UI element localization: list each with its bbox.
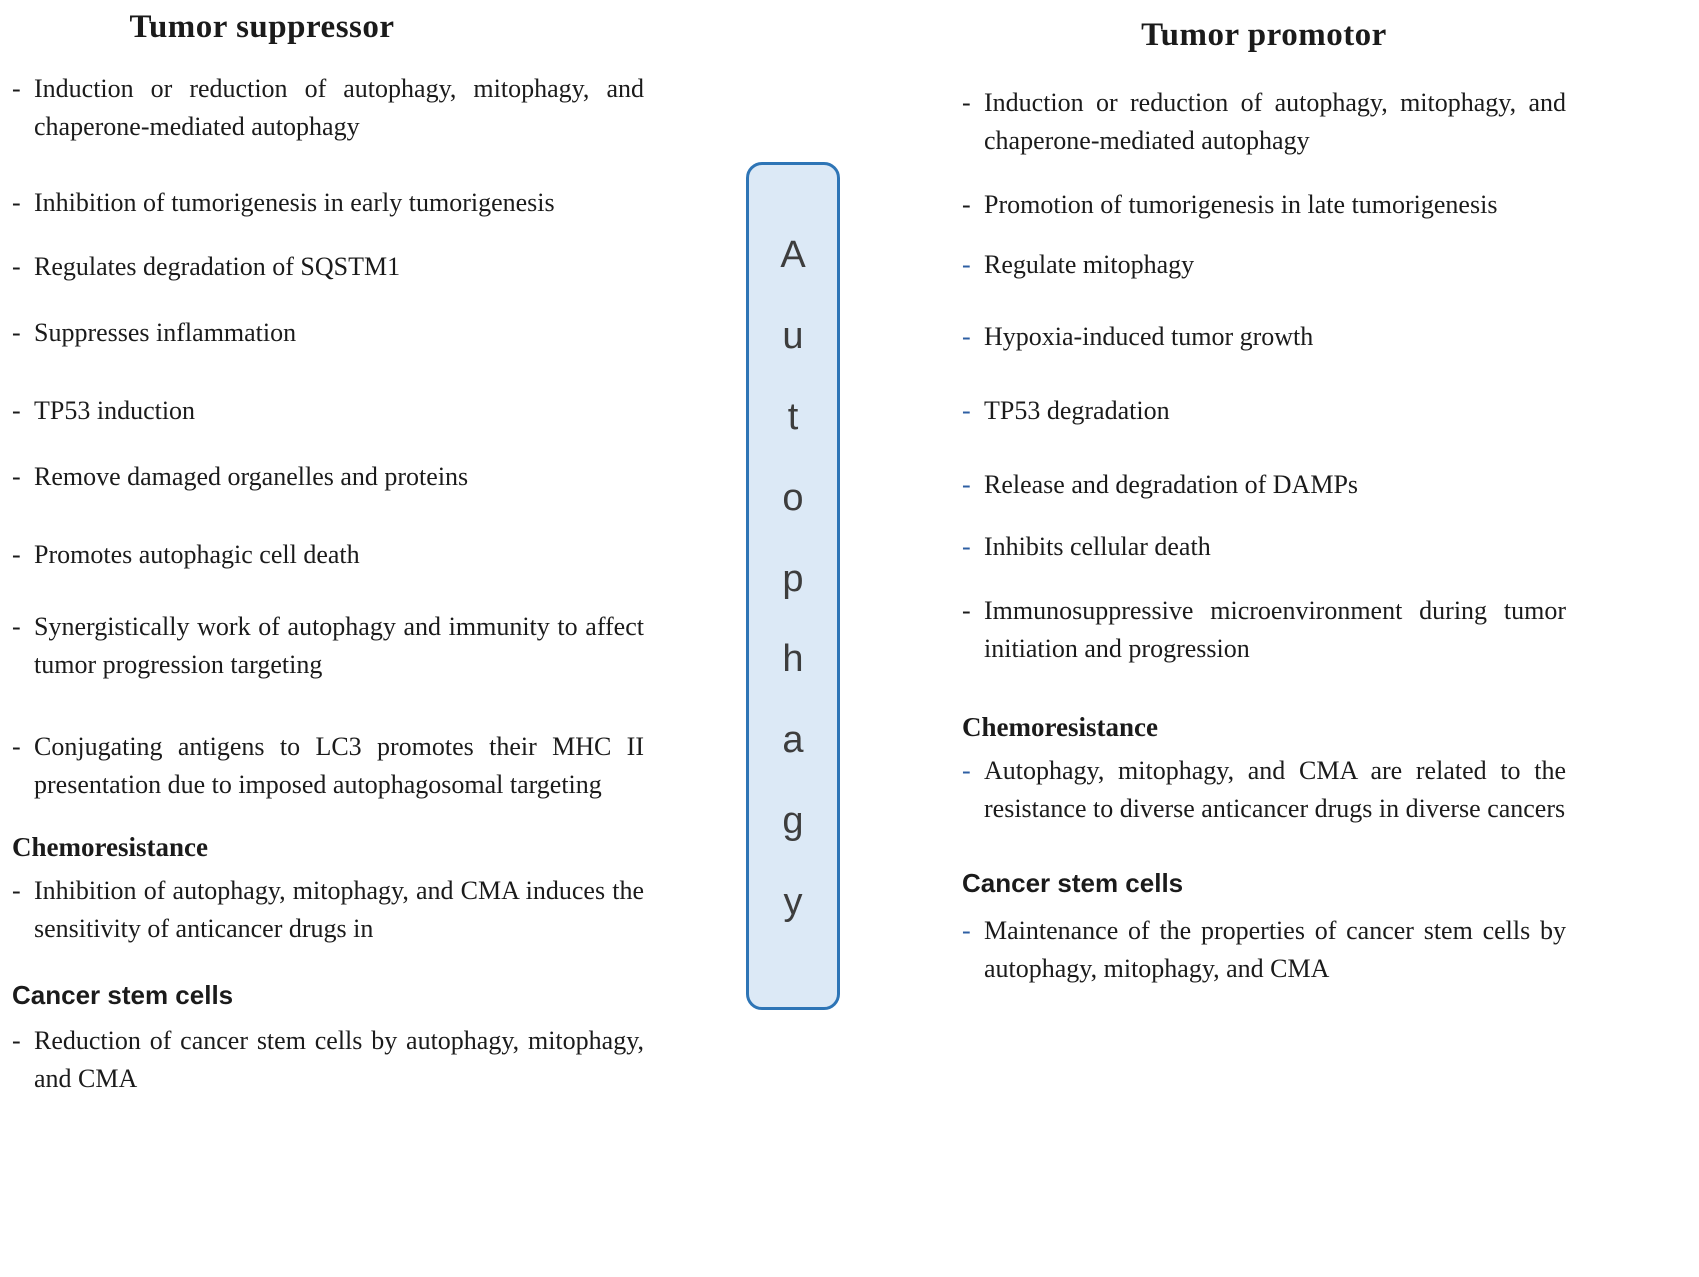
list-item xyxy=(12,184,644,222)
autophagy-letter: h xyxy=(782,638,804,681)
item-text: Suppresses inflammation xyxy=(34,318,297,347)
item-dash: - xyxy=(962,596,971,625)
item-dash: - xyxy=(12,396,21,425)
item-dash: - xyxy=(12,876,21,905)
item-dash: - xyxy=(12,612,21,641)
item-dash: - xyxy=(962,190,971,219)
item-dash: - xyxy=(12,188,21,217)
item-text: Promotion of tumorigenesis in late tumorigenesis xyxy=(984,190,1498,219)
item-dash: - xyxy=(962,756,971,785)
item-dash: - xyxy=(12,74,21,103)
tumor-suppressor-column xyxy=(12,6,644,1098)
item-dash: - xyxy=(962,88,971,117)
item-text: Regulates degradation of SQSTM1 xyxy=(34,252,401,281)
item-text: Maintenance of the properties of cancer stem cells by autophagy, mitophagy, and CMA xyxy=(984,916,1566,983)
list-item xyxy=(12,248,644,286)
item-dash: - xyxy=(12,318,21,347)
list-item xyxy=(962,318,1566,356)
item-text: Conjugating antigens to LC3 promotes their MHC II presentation due to imposed autophagosomal targeting xyxy=(34,732,644,799)
item-text: Induction or reduction of autophagy, mitophagy, and chaperone-mediated autophagy xyxy=(984,88,1566,155)
item-text: Inhibition of tumorigenesis in early tumorigenesis xyxy=(34,188,555,217)
item-text: Inhibits cellular death xyxy=(984,532,1211,561)
item-text: Release and degradation of DAMPs xyxy=(984,470,1359,499)
list-item xyxy=(12,872,644,948)
item-dash: - xyxy=(962,396,971,425)
list-item xyxy=(962,466,1566,504)
item-dash: - xyxy=(962,916,971,945)
item-dash: - xyxy=(12,462,21,491)
item-text: Hypoxia-induced tumor growth xyxy=(984,322,1314,351)
item-dash: - xyxy=(12,252,21,281)
tumor-promotor-title: Tumor promotor xyxy=(1141,17,1387,53)
list-item xyxy=(12,608,644,684)
cancer-stem-cells-heading: Cancer stem cells xyxy=(962,868,1184,898)
list-item xyxy=(12,314,644,352)
tumor-suppressor-title: Tumor suppressor xyxy=(129,9,395,45)
list-item xyxy=(12,728,644,804)
item-dash: - xyxy=(12,540,21,569)
item-dash: - xyxy=(962,250,971,279)
list-item xyxy=(962,912,1566,988)
item-text: Inhibition of autophagy, mitophagy, and CMA induces the sensitivity of anticancer drugs in xyxy=(34,876,644,943)
autophagy-letter: u xyxy=(782,314,804,357)
autophagy-letter: y xyxy=(783,881,803,923)
autophagy-letter: t xyxy=(787,395,799,438)
item-text: Remove damaged organelles and proteins xyxy=(34,462,469,491)
item-text: Promotes autophagic cell death xyxy=(34,540,360,569)
tumor-promotor-column xyxy=(962,14,1566,988)
list-item xyxy=(962,84,1566,160)
cancer-stem-cells-heading: Cancer stem cells xyxy=(12,980,234,1010)
chemoresistance-heading: Chemoresistance xyxy=(12,832,208,862)
item-text: Reduction of cancer stem cells by autophagy, mitophagy, and CMA xyxy=(34,1026,644,1093)
autophagy-letter: A xyxy=(780,234,806,276)
item-dash: - xyxy=(962,470,971,499)
list-item xyxy=(962,186,1566,224)
autophagy-box xyxy=(746,162,840,1010)
item-dash: - xyxy=(962,532,971,561)
list-item xyxy=(12,70,644,146)
list-item xyxy=(962,752,1566,828)
item-dash: - xyxy=(962,322,971,351)
item-text: Autophagy, mitophagy, and CMA are related to the resistance to diverse anticancer drugs in diverse cancers xyxy=(984,756,1566,823)
list-item xyxy=(12,458,644,496)
autophagy-letter: p xyxy=(782,557,804,600)
item-text: Immunosuppressive microenvironment during tumor initiation and progression xyxy=(984,596,1566,663)
autophagy-letter: g xyxy=(782,800,804,843)
list-item xyxy=(12,536,644,574)
item-text: Synergistically work of autophagy and immunity to affect tumor progression targeting xyxy=(34,612,644,679)
chemoresistance-heading: Chemoresistance xyxy=(962,712,1158,742)
item-text: TP53 induction xyxy=(34,396,196,425)
autophagy-letter: o xyxy=(782,476,804,519)
item-text: TP53 degradation xyxy=(984,396,1170,425)
item-dash: - xyxy=(12,1026,21,1055)
item-dash: - xyxy=(12,732,21,761)
list-item xyxy=(12,1022,644,1098)
list-item xyxy=(962,392,1566,430)
autophagy-letter: a xyxy=(782,719,804,762)
list-item xyxy=(962,592,1566,668)
list-item xyxy=(962,246,1566,284)
item-text: Regulate mitophagy xyxy=(984,250,1195,279)
list-item xyxy=(12,392,644,430)
list-item xyxy=(962,528,1566,566)
item-text: Induction or reduction of autophagy, mitophagy, and chaperone-mediated autophagy xyxy=(34,74,644,141)
